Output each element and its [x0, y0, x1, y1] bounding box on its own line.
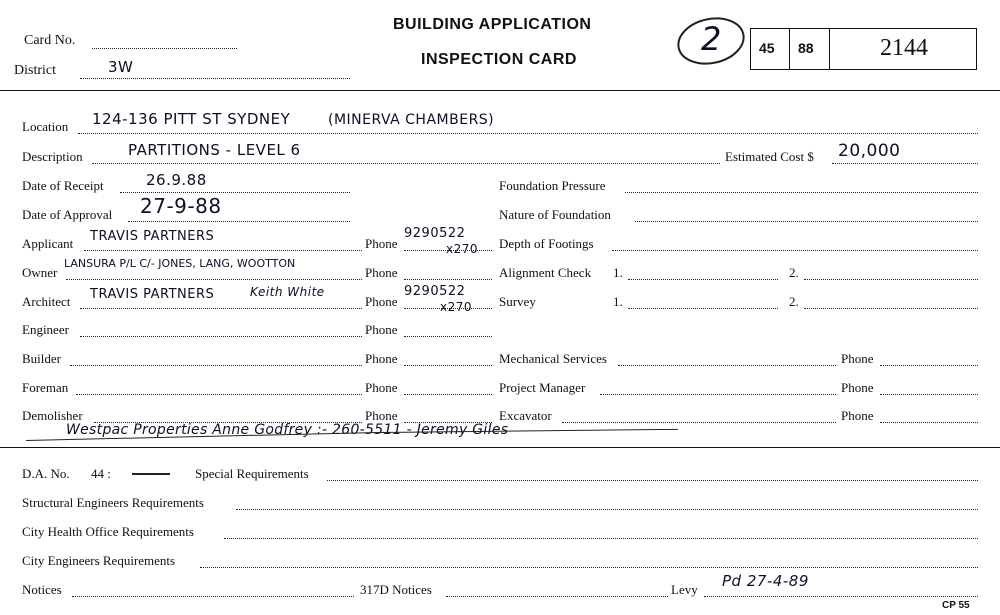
- date-receipt-label: Date of Receipt: [22, 178, 104, 193]
- owner-line: [66, 279, 362, 280]
- description-label: Description: [22, 149, 83, 164]
- card-box-a-value: 45: [759, 40, 775, 56]
- card-box-b-value: 88: [798, 40, 814, 56]
- foundation-pressure-label: Foundation Pressure: [499, 178, 606, 193]
- foreman-phone-line: [404, 394, 492, 395]
- mechanical-phone-line: [880, 365, 978, 366]
- handwritten-note: Westpac Properties Anne Godfrey :- 260-5511 - Jeremy Giles: [66, 422, 509, 438]
- city-health-label: City Health Office Requirements: [22, 524, 194, 539]
- special-requirements-label: Special Requirements: [195, 466, 309, 481]
- architect-line: [80, 308, 362, 309]
- title-line-2: INSPECTION CARD: [421, 51, 577, 68]
- alignment-line-1: [628, 279, 778, 280]
- architect-phone: 9290522: [404, 284, 466, 299]
- owner-value: LANSURA P/L C/- JONES, LANG, WOOTTON: [64, 257, 296, 270]
- builder-phone-label: Phone: [365, 351, 398, 366]
- estimated-cost-label: Estimated Cost $: [725, 149, 814, 164]
- city-engineers-line: [200, 567, 978, 568]
- levy-value: Pd 27-4-89: [722, 572, 809, 590]
- alignment-check-label: Alignment Check: [499, 265, 592, 280]
- structural-engineers-line: [236, 509, 978, 510]
- mechanical-label: Mechanical Services: [499, 351, 607, 366]
- nature-foundation-label: Nature of Foundation: [499, 207, 611, 222]
- survey-line-1: [628, 308, 778, 309]
- date-approval-line: [128, 221, 350, 222]
- survey-num-1: 1.: [613, 294, 623, 309]
- engineer-phone-label: Phone: [365, 322, 398, 337]
- demolisher-label: Demolisher: [22, 408, 83, 423]
- project-manager-phone-label: Phone: [841, 380, 874, 395]
- location-note: (MINERVA CHAMBERS): [328, 112, 495, 128]
- excavator-label: Excavator: [499, 408, 552, 423]
- foreman-label: Foreman: [22, 380, 69, 395]
- applicant-phone-label: Phone: [365, 236, 398, 251]
- mechanical-phone-label: Phone: [841, 351, 874, 366]
- owner-phone-line: [404, 279, 492, 280]
- notices-317d-line: [446, 596, 668, 597]
- date-approval-value: 27-9-88: [140, 194, 222, 218]
- builder-label: Builder: [22, 351, 61, 366]
- notices-label: Notices: [22, 582, 62, 597]
- levy-line: [704, 596, 978, 597]
- date-approval-label: Date of Approval: [22, 207, 113, 222]
- builder-line: [70, 365, 362, 366]
- location-value: 124-136 PITT ST SYDNEY: [92, 110, 291, 128]
- project-manager-line: [600, 394, 836, 395]
- estimated-cost-value: 20,000: [838, 141, 901, 161]
- date-receipt-line: [120, 192, 350, 193]
- depth-footings-line: [612, 250, 978, 251]
- architect-phone-label: Phone: [365, 294, 398, 309]
- architect-phone-ext: x270: [440, 300, 473, 314]
- notices-317d-label: 317D Notices: [360, 582, 432, 597]
- special-requirements-line: [327, 480, 978, 481]
- project-manager-phone-line: [880, 394, 978, 395]
- engineer-phone-line: [404, 336, 492, 337]
- city-engineers-label: City Engineers Requirements: [22, 553, 176, 568]
- notices-line: [72, 596, 354, 597]
- engineer-line: [80, 336, 362, 337]
- header-divider: [0, 90, 1000, 91]
- applicant-line: [84, 250, 362, 251]
- survey-line-2: [804, 308, 978, 309]
- architect-label: Architect: [22, 294, 71, 309]
- foundation-pressure-line: [625, 192, 978, 193]
- survey-label: Survey: [499, 294, 536, 309]
- project-manager-label: Project Manager: [499, 380, 586, 395]
- card-number: 2144: [880, 35, 928, 61]
- demolisher-phone-label: Phone: [365, 408, 398, 423]
- depth-footings-label: Depth of Footings: [499, 236, 594, 251]
- card-no-label: Card No.: [24, 33, 76, 48]
- da-no-dash: [132, 473, 170, 475]
- da-no-label: D.A. No.: [22, 466, 70, 481]
- description-value: PARTITIONS - LEVEL 6: [128, 141, 301, 159]
- description-line: [92, 163, 720, 164]
- excavator-phone-line: [880, 422, 978, 423]
- excavator-phone-label: Phone: [841, 408, 874, 423]
- circled-number: 2: [701, 20, 722, 58]
- estimated-cost-line: [832, 163, 978, 164]
- requirements-divider: [0, 447, 1000, 448]
- circled-number-stamp: [675, 16, 747, 66]
- structural-engineers-label: Structural Engineers Requirements: [22, 495, 204, 510]
- title-line-1: BUILDING APPLICATION: [393, 16, 592, 33]
- architect-contact: Keith White: [250, 285, 325, 299]
- date-receipt-value: 26.9.88: [146, 171, 207, 189]
- architect-value: TRAVIS PARTNERS: [90, 287, 215, 302]
- location-line: [78, 133, 978, 134]
- levy-label: Levy: [671, 582, 698, 597]
- foreman-phone-label: Phone: [365, 380, 398, 395]
- nature-foundation-line: [635, 221, 978, 222]
- builder-phone-line: [404, 365, 492, 366]
- form-code: CP 55: [942, 600, 970, 611]
- applicant-label: Applicant: [22, 236, 74, 251]
- card-no-line: [92, 48, 237, 49]
- district-line: [80, 78, 350, 79]
- applicant-phone-ext: x270: [446, 242, 479, 256]
- location-label: Location: [22, 119, 69, 134]
- applicant-phone: 9290522: [404, 226, 466, 241]
- alignment-line-2: [804, 279, 978, 280]
- mechanical-line: [618, 365, 836, 366]
- alignment-num-2: 2.: [789, 265, 799, 280]
- applicant-value: TRAVIS PARTNERS: [90, 229, 215, 244]
- alignment-num-1: 1.: [613, 265, 623, 280]
- district-value: 3W: [108, 58, 134, 76]
- district-label: District: [14, 63, 56, 78]
- city-health-line: [224, 538, 978, 539]
- owner-phone-label: Phone: [365, 265, 398, 280]
- foreman-line: [76, 394, 362, 395]
- excavator-line: [562, 422, 836, 423]
- survey-num-2: 2.: [789, 294, 799, 309]
- da-no-value: 44 :: [91, 466, 111, 481]
- owner-label: Owner: [22, 265, 58, 280]
- engineer-label: Engineer: [22, 322, 69, 337]
